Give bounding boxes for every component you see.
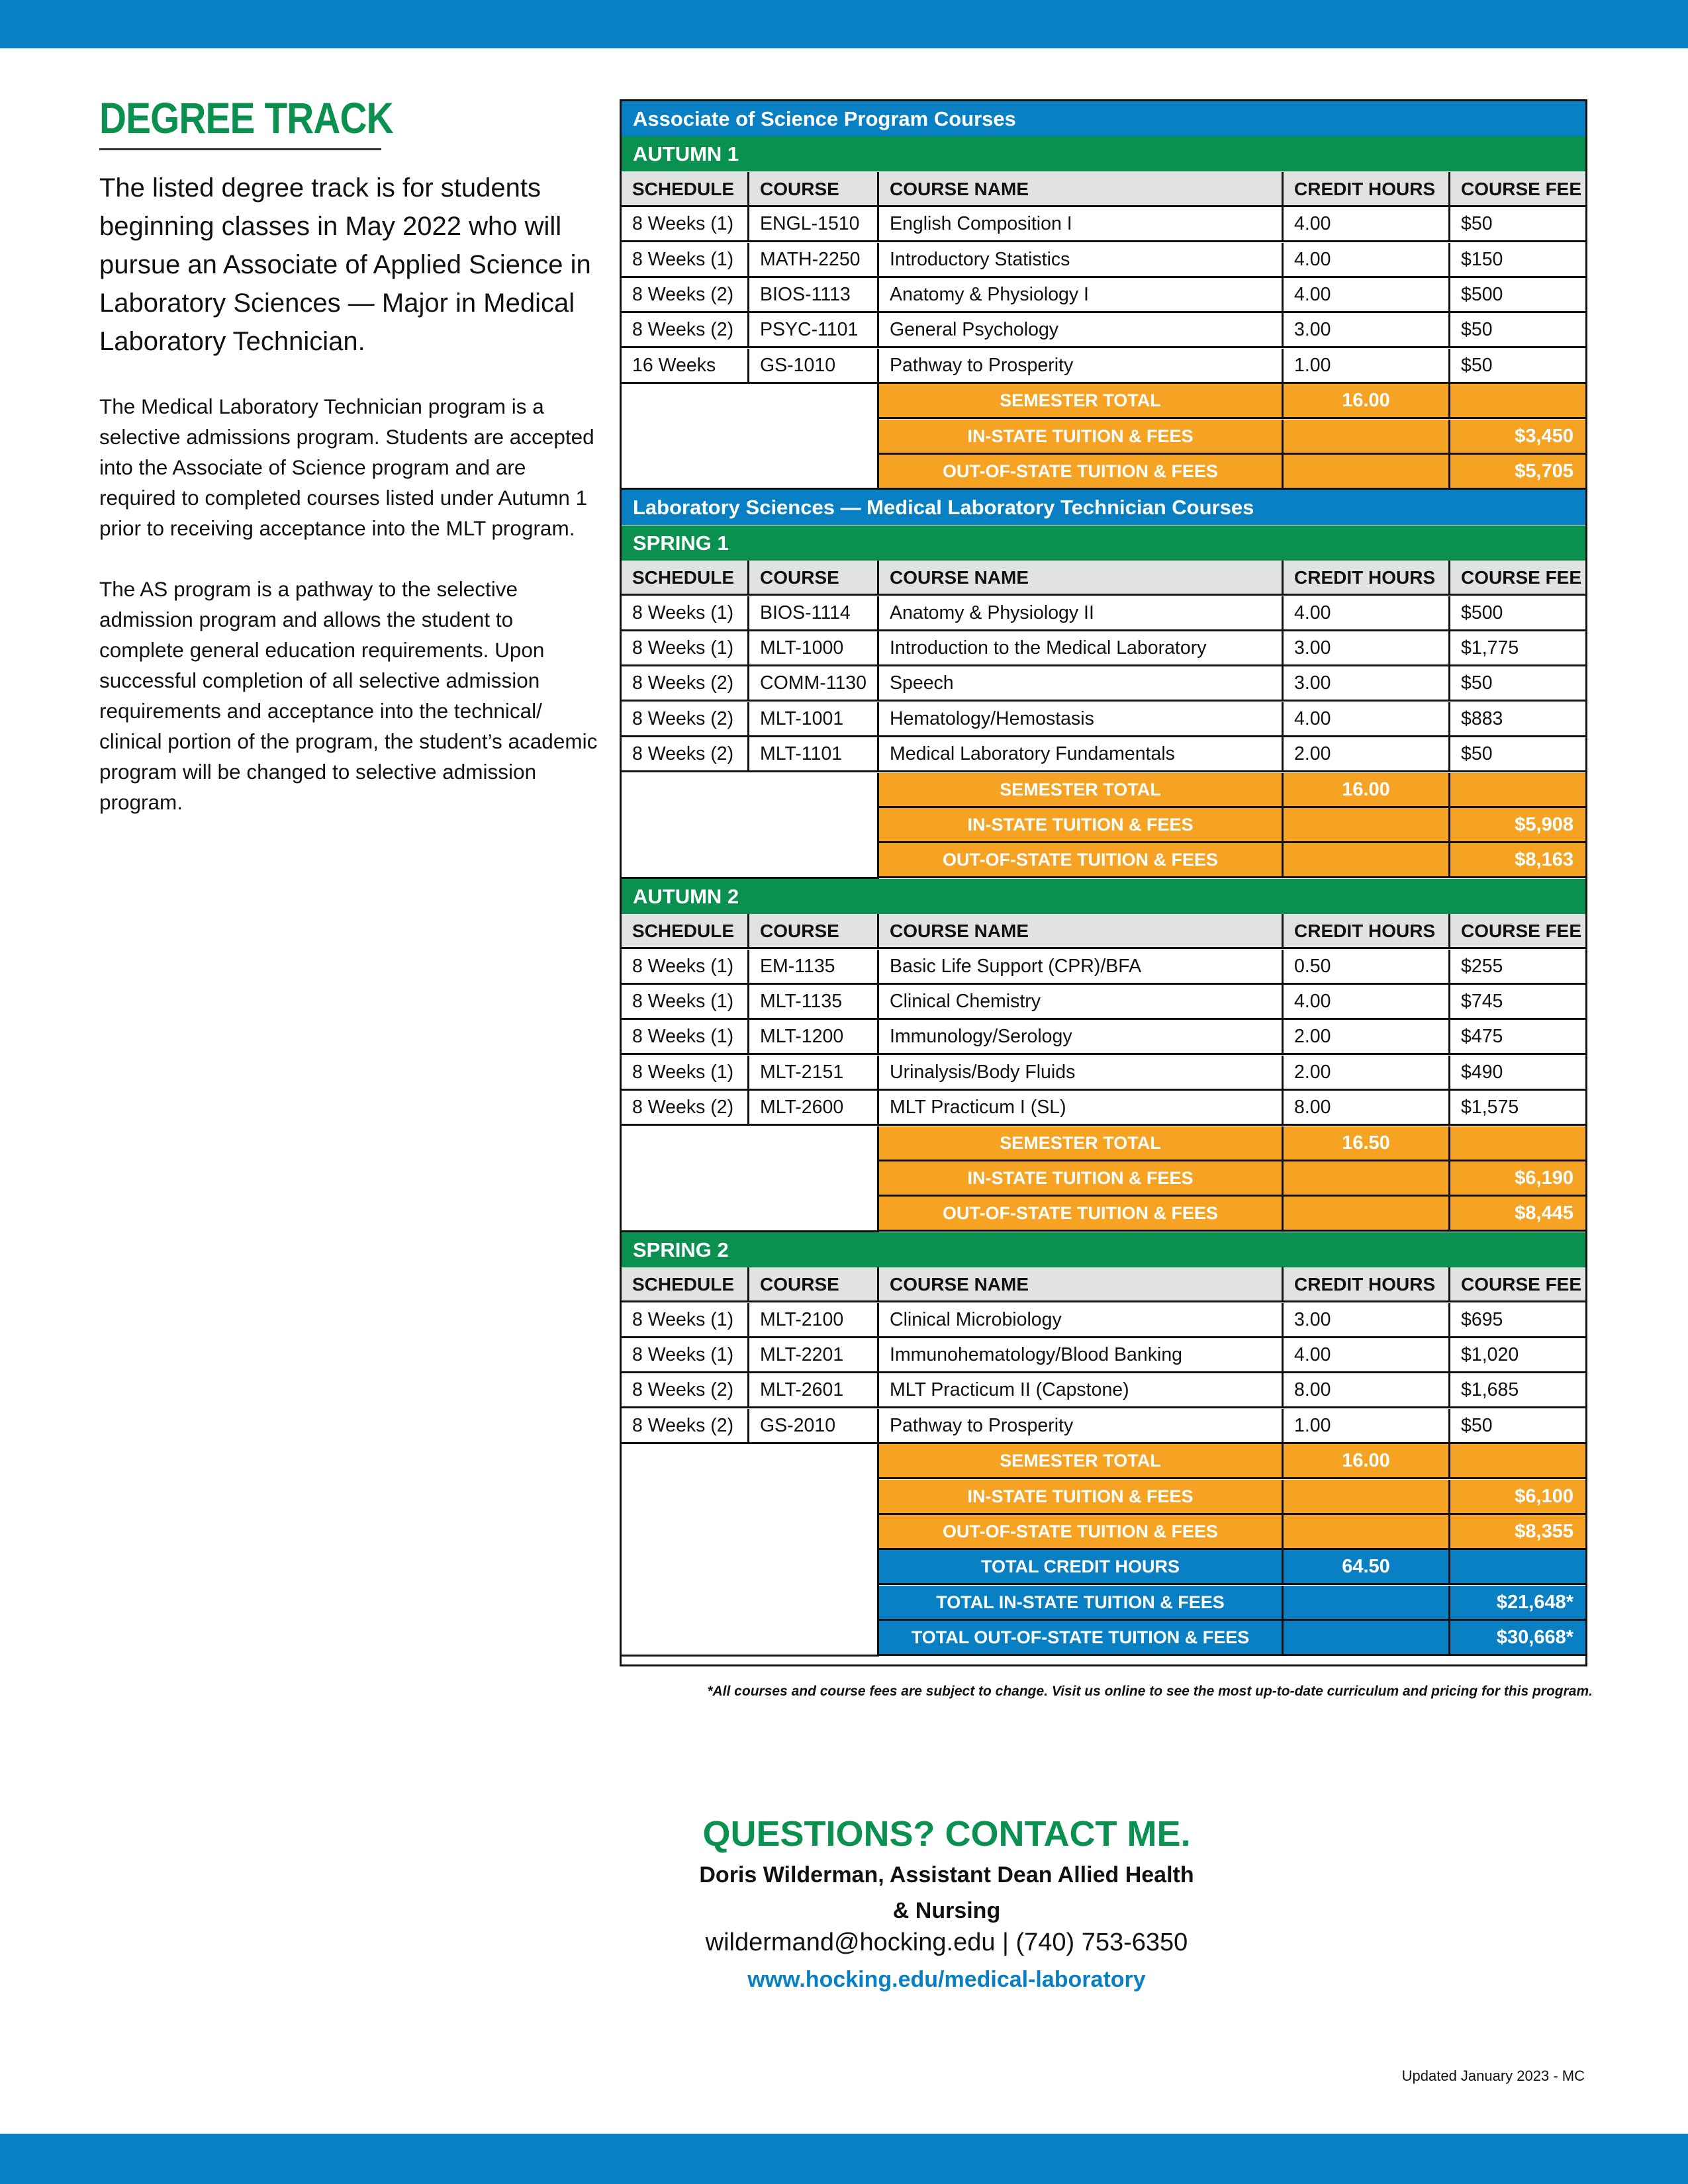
course-fee: $500 xyxy=(1450,596,1585,631)
course-credits: 4.00 xyxy=(1284,985,1450,1020)
course-name: Pathway to Prosperity xyxy=(879,349,1284,384)
semester-total-label: SEMESTER TOTAL xyxy=(879,1126,1284,1161)
total-out-of-state-credits-blank xyxy=(1284,1621,1450,1656)
course-credits: 4.00 xyxy=(1284,278,1450,313)
out-of-state-amount: $8,355 xyxy=(1450,1515,1585,1550)
course-schedule: 8 Weeks (1) xyxy=(622,596,749,631)
course-row xyxy=(622,950,1585,985)
column-header-row xyxy=(622,561,1585,596)
col-header-course-fee: COURSE FEE xyxy=(1450,172,1585,207)
in-state-amount: $6,100 xyxy=(1450,1480,1585,1515)
course-schedule: 8 Weeks (2) xyxy=(622,313,749,348)
course-name: Immunohematology/Blood Banking xyxy=(879,1338,1284,1373)
course-credits: 2.00 xyxy=(1284,1056,1450,1091)
course-name: Anatomy & Physiology I xyxy=(879,278,1284,313)
course-row xyxy=(622,313,1585,348)
course-name: Medical Laboratory Fundamentals xyxy=(879,737,1284,772)
in-state-credits-blank xyxy=(1284,808,1450,843)
course-name: English Composition I xyxy=(879,207,1284,242)
in-state-tuition-row xyxy=(622,1161,1585,1197)
col-header-course: COURSE xyxy=(749,561,879,596)
course-fee: $500 xyxy=(1450,278,1585,313)
course-credits: 3.00 xyxy=(1284,631,1450,666)
course-code: MLT-2601 xyxy=(749,1373,879,1408)
column-header-row xyxy=(622,172,1585,207)
course-code: ENGL-1510 xyxy=(749,207,879,242)
semester-total-label: SEMESTER TOTAL xyxy=(879,1444,1284,1479)
semester-total-fee-blank xyxy=(1450,1444,1585,1479)
course-schedule: 8 Weeks (1) xyxy=(622,1303,749,1338)
course-row xyxy=(622,596,1585,631)
course-fee: $50 xyxy=(1450,349,1585,384)
semester-total-label: SEMESTER TOTAL xyxy=(879,773,1284,808)
course-schedule-table xyxy=(620,99,1587,1666)
course-credits: 1.00 xyxy=(1284,1409,1450,1444)
term-header: SPRING 2 xyxy=(622,1232,1585,1267)
col-header-schedule: SCHEDULE xyxy=(622,1267,749,1302)
col-header-schedule: SCHEDULE xyxy=(622,914,749,949)
course-name: Introductory Statistics xyxy=(879,243,1284,278)
course-schedule: 8 Weeks (1) xyxy=(622,1020,749,1055)
course-row xyxy=(622,1020,1585,1055)
course-name: Immunology/Serology xyxy=(879,1020,1284,1055)
in-state-credits-blank xyxy=(1284,1161,1450,1197)
in-state-credits-blank xyxy=(1284,1480,1450,1515)
total-out-of-state-amount: $30,668* xyxy=(1450,1621,1585,1656)
semester-total-credits: 16.00 xyxy=(1284,384,1450,419)
course-code: MLT-2100 xyxy=(749,1303,879,1338)
out-of-state-tuition-row xyxy=(622,843,1585,878)
out-of-state-credits-blank xyxy=(1284,1197,1450,1232)
contact-name xyxy=(530,1857,1364,1929)
course-row xyxy=(622,1338,1585,1373)
col-header-course: COURSE xyxy=(749,914,879,949)
course-name: Clinical Chemistry xyxy=(879,985,1284,1020)
semester-total-credits: 16.00 xyxy=(1284,1444,1450,1479)
course-row xyxy=(622,207,1585,242)
semester-total-credits: 16.00 xyxy=(1284,773,1450,808)
in-state-amount: $6,190 xyxy=(1450,1161,1585,1197)
out-of-state-tuition-row xyxy=(622,1515,1585,1550)
course-credits: 3.00 xyxy=(1284,666,1450,702)
in-state-label: IN-STATE TUITION & FEES xyxy=(879,1161,1284,1197)
course-code: MLT-2201 xyxy=(749,1338,879,1373)
course-schedule: 8 Weeks (1) xyxy=(622,950,749,985)
in-state-tuition-row xyxy=(622,1480,1585,1515)
course-credits: 4.00 xyxy=(1284,596,1450,631)
course-credits: 1.00 xyxy=(1284,349,1450,384)
course-fee: $490 xyxy=(1450,1056,1585,1091)
total-out-of-state-label: TOTAL OUT-OF-STATE TUITION & FEES xyxy=(879,1621,1284,1656)
course-schedule: 8 Weeks (2) xyxy=(622,666,749,702)
contact-name-line1: Doris Wilderman, Assistant Dean Allied Health xyxy=(699,1862,1194,1888)
in-state-tuition-row xyxy=(622,420,1585,455)
term-header: SPRING 1 xyxy=(622,525,1585,561)
semester-total-row xyxy=(622,773,1585,808)
course-schedule: 8 Weeks (1) xyxy=(622,207,749,242)
course-credits: 4.00 xyxy=(1284,207,1450,242)
semester-total-label: SEMESTER TOTAL xyxy=(879,384,1284,419)
course-credits: 4.00 xyxy=(1284,1338,1450,1373)
heading-underline xyxy=(99,148,381,150)
course-fee: $1,575 xyxy=(1450,1091,1585,1126)
footnote: *All courses and course fees are subject to change. Visit us online to see the most up-to-date curriculum and pricing for this program. xyxy=(707,1684,1593,1699)
course-schedule: 8 Weeks (1) xyxy=(622,1056,749,1091)
degree-track-description xyxy=(99,93,602,817)
semester-total-row xyxy=(622,384,1585,419)
out-of-state-tuition-row xyxy=(622,1197,1585,1232)
course-fee: $50 xyxy=(1450,1409,1585,1444)
course-row xyxy=(622,1409,1585,1444)
selective-admissions-text: The Medical Laboratory Technician program is a selective admissions program. Students are accepted into the Associate of Science program and are required to completed courses listed under Autumn 1 prior to receiving acceptance into the MLT program. xyxy=(99,394,594,540)
mlt-section-header: Laboratory Sciences — Medical Laboratory Technician Courses xyxy=(622,490,1585,525)
course-row xyxy=(622,349,1585,384)
col-header-course-name: COURSE NAME xyxy=(879,561,1284,596)
semester-total-row xyxy=(622,1444,1585,1479)
in-state-label: IN-STATE TUITION & FEES xyxy=(879,808,1284,843)
col-header-course-name: COURSE NAME xyxy=(879,172,1284,207)
course-schedule: 8 Weeks (2) xyxy=(622,1091,749,1126)
total-credit-fee-blank xyxy=(1450,1550,1585,1585)
term-header: AUTUMN 2 xyxy=(622,879,1585,914)
course-credits: 2.00 xyxy=(1284,1020,1450,1055)
contact-heading: QUESTIONS? CONTACT ME. xyxy=(702,1814,1191,1854)
course-credits: 3.00 xyxy=(1284,313,1450,348)
as-pathway-text: The AS program is a pathway to the selective admission program and allows the student to complete general education requirements. Upon successful completion of all selective admission requirements and acceptance into the technical/ clinical portion of the program, the student’s academic program will be changed to selective admission program. xyxy=(99,577,598,814)
out-of-state-credits-blank xyxy=(1284,843,1450,878)
course-code: MLT-1101 xyxy=(749,737,879,772)
in-state-tuition-row xyxy=(622,808,1585,843)
out-of-state-tuition-row xyxy=(622,455,1585,490)
course-fee: $1,685 xyxy=(1450,1373,1585,1408)
in-state-credits-blank xyxy=(1284,420,1450,455)
in-state-label: IN-STATE TUITION & FEES xyxy=(879,1480,1284,1515)
contact-name-line2: & Nursing xyxy=(892,1898,1001,1923)
course-name: Speech xyxy=(879,666,1284,702)
semester-total-fee-blank xyxy=(1450,1126,1585,1161)
course-row xyxy=(622,985,1585,1020)
semester-total-fee-blank xyxy=(1450,384,1585,419)
course-name: Pathway to Prosperity xyxy=(879,1409,1284,1444)
course-code: MLT-1000 xyxy=(749,631,879,666)
course-code: GS-1010 xyxy=(749,349,879,384)
total-credit-hours-row xyxy=(622,1550,1585,1585)
course-name: MLT Practicum I (SL) xyxy=(879,1091,1284,1126)
course-name: Basic Life Support (CPR)/BFA xyxy=(879,950,1284,985)
semester-total-fee-blank xyxy=(1450,773,1585,808)
top-color-band xyxy=(0,0,1688,48)
course-credits: 8.00 xyxy=(1284,1373,1450,1408)
course-code: MLT-1001 xyxy=(749,702,879,737)
course-schedule: 8 Weeks (2) xyxy=(622,702,749,737)
course-row xyxy=(622,1091,1585,1126)
course-fee: $695 xyxy=(1450,1303,1585,1338)
course-row xyxy=(622,631,1585,666)
course-name: MLT Practicum II (Capstone) xyxy=(879,1373,1284,1408)
course-credits: 4.00 xyxy=(1284,702,1450,737)
col-header-credit-hours: CREDIT HOURS xyxy=(1284,914,1450,949)
out-of-state-credits-blank xyxy=(1284,455,1450,490)
course-code: MLT-2151 xyxy=(749,1056,879,1091)
total-credit-label: TOTAL CREDIT HOURS xyxy=(879,1550,1284,1585)
col-header-course-fee: COURSE FEE xyxy=(1450,914,1585,949)
course-credits: 0.50 xyxy=(1284,950,1450,985)
course-fee: $745 xyxy=(1450,985,1585,1020)
course-row xyxy=(622,1303,1585,1338)
out-of-state-label: OUT-OF-STATE TUITION & FEES xyxy=(879,1197,1284,1232)
course-name: Introduction to the Medical Laboratory xyxy=(879,631,1284,666)
course-schedule: 8 Weeks (2) xyxy=(622,737,749,772)
course-schedule: 8 Weeks (2) xyxy=(622,278,749,313)
semester-total-credits: 16.50 xyxy=(1284,1126,1450,1161)
out-of-state-amount: $8,163 xyxy=(1450,843,1585,878)
course-schedule: 8 Weeks (1) xyxy=(622,243,749,278)
course-row xyxy=(622,702,1585,737)
intro-text: The listed degree track is for students beginning classes in May 2022 who will pursue an Associate of Applied Science in Laboratory Sciences — Major in Medical Laboratory Technician. xyxy=(99,173,591,356)
course-credits: 2.00 xyxy=(1284,737,1450,772)
out-of-state-credits-blank xyxy=(1284,1515,1450,1550)
course-schedule: 16 Weeks xyxy=(622,349,749,384)
out-of-state-label: OUT-OF-STATE TUITION & FEES xyxy=(879,1515,1284,1550)
out-of-state-label: OUT-OF-STATE TUITION & FEES xyxy=(879,455,1284,490)
course-row xyxy=(622,1373,1585,1408)
course-code: BIOS-1113 xyxy=(749,278,879,313)
total-in-state-amount: $21,648* xyxy=(1450,1586,1585,1621)
course-fee: $255 xyxy=(1450,950,1585,985)
course-row xyxy=(622,666,1585,702)
col-header-course-fee: COURSE FEE xyxy=(1450,1267,1585,1302)
course-schedule: 8 Weeks (2) xyxy=(622,1409,749,1444)
program-website-link[interactable]: www.hocking.edu/medical-laboratory xyxy=(747,1967,1146,1992)
course-fee: $50 xyxy=(1450,737,1585,772)
course-row xyxy=(622,737,1585,772)
col-header-course-name: COURSE NAME xyxy=(879,914,1284,949)
total-in-state-credits-blank xyxy=(1284,1586,1450,1621)
out-of-state-label: OUT-OF-STATE TUITION & FEES xyxy=(879,843,1284,878)
course-row xyxy=(622,1056,1585,1091)
course-row xyxy=(622,278,1585,313)
updated-note: Updated January 2023 - MC xyxy=(1401,2068,1585,2084)
course-name: General Psychology xyxy=(879,313,1284,348)
course-credits: 8.00 xyxy=(1284,1091,1450,1126)
in-state-amount: $3,450 xyxy=(1450,420,1585,455)
course-fee: $150 xyxy=(1450,243,1585,278)
col-header-schedule: SCHEDULE xyxy=(622,561,749,596)
course-code: COMM-1130 xyxy=(749,666,879,702)
course-code: MLT-1200 xyxy=(749,1020,879,1055)
course-fee: $50 xyxy=(1450,666,1585,702)
col-header-course-fee: COURSE FEE xyxy=(1450,561,1585,596)
degree-track-heading: DEGREE TRACK xyxy=(99,93,393,142)
course-schedule: 8 Weeks (1) xyxy=(622,985,749,1020)
out-of-state-amount: $8,445 xyxy=(1450,1197,1585,1232)
course-name: Anatomy & Physiology II xyxy=(879,596,1284,631)
total-out-of-state-row xyxy=(622,1621,1585,1656)
column-header-row xyxy=(622,1267,1585,1302)
bottom-color-band xyxy=(0,2134,1688,2184)
course-schedule: 8 Weeks (1) xyxy=(622,631,749,666)
semester-total-row xyxy=(622,1126,1585,1161)
course-code: MLT-2600 xyxy=(749,1091,879,1126)
total-in-state-label: TOTAL IN-STATE TUITION & FEES xyxy=(879,1586,1284,1621)
course-name: Hematology/Hemostasis xyxy=(879,702,1284,737)
col-header-credit-hours: CREDIT HOURS xyxy=(1284,561,1450,596)
total-credit-value: 64.50 xyxy=(1284,1550,1450,1585)
out-of-state-amount: $5,705 xyxy=(1450,455,1585,490)
course-fee: $475 xyxy=(1450,1020,1585,1055)
course-code: MLT-1135 xyxy=(749,985,879,1020)
course-credits: 3.00 xyxy=(1284,1303,1450,1338)
contact-email-phone[interactable]: wildermand@hocking.edu | (740) 753-6350 xyxy=(705,1929,1188,1956)
col-header-course-name: COURSE NAME xyxy=(879,1267,1284,1302)
course-schedule: 8 Weeks (2) xyxy=(622,1373,749,1408)
course-code: MATH-2250 xyxy=(749,243,879,278)
course-code: BIOS-1114 xyxy=(749,596,879,631)
course-fee: $50 xyxy=(1450,207,1585,242)
course-credits: 4.00 xyxy=(1284,243,1450,278)
total-in-state-row xyxy=(622,1586,1585,1621)
course-row xyxy=(622,243,1585,278)
course-fee: $883 xyxy=(1450,702,1585,737)
course-fee: $50 xyxy=(1450,313,1585,348)
course-fee: $1,775 xyxy=(1450,631,1585,666)
col-header-credit-hours: CREDIT HOURS xyxy=(1284,1267,1450,1302)
course-fee: $1,020 xyxy=(1450,1338,1585,1373)
course-code: GS-2010 xyxy=(749,1409,879,1444)
as-section-header: Associate of Science Program Courses xyxy=(622,101,1585,136)
course-code: EM-1135 xyxy=(749,950,879,985)
course-schedule: 8 Weeks (1) xyxy=(622,1338,749,1373)
col-header-credit-hours: CREDIT HOURS xyxy=(1284,172,1450,207)
term-header: AUTUMN 1 xyxy=(622,136,1585,171)
in-state-amount: $5,908 xyxy=(1450,808,1585,843)
course-name: Clinical Microbiology xyxy=(879,1303,1284,1338)
course-name: Urinalysis/Body Fluids xyxy=(879,1056,1284,1091)
col-header-course: COURSE xyxy=(749,172,879,207)
in-state-label: IN-STATE TUITION & FEES xyxy=(879,420,1284,455)
col-header-schedule: SCHEDULE xyxy=(622,172,749,207)
col-header-course: COURSE xyxy=(749,1267,879,1302)
course-code: PSYC-1101 xyxy=(749,313,879,348)
column-header-row xyxy=(622,914,1585,949)
